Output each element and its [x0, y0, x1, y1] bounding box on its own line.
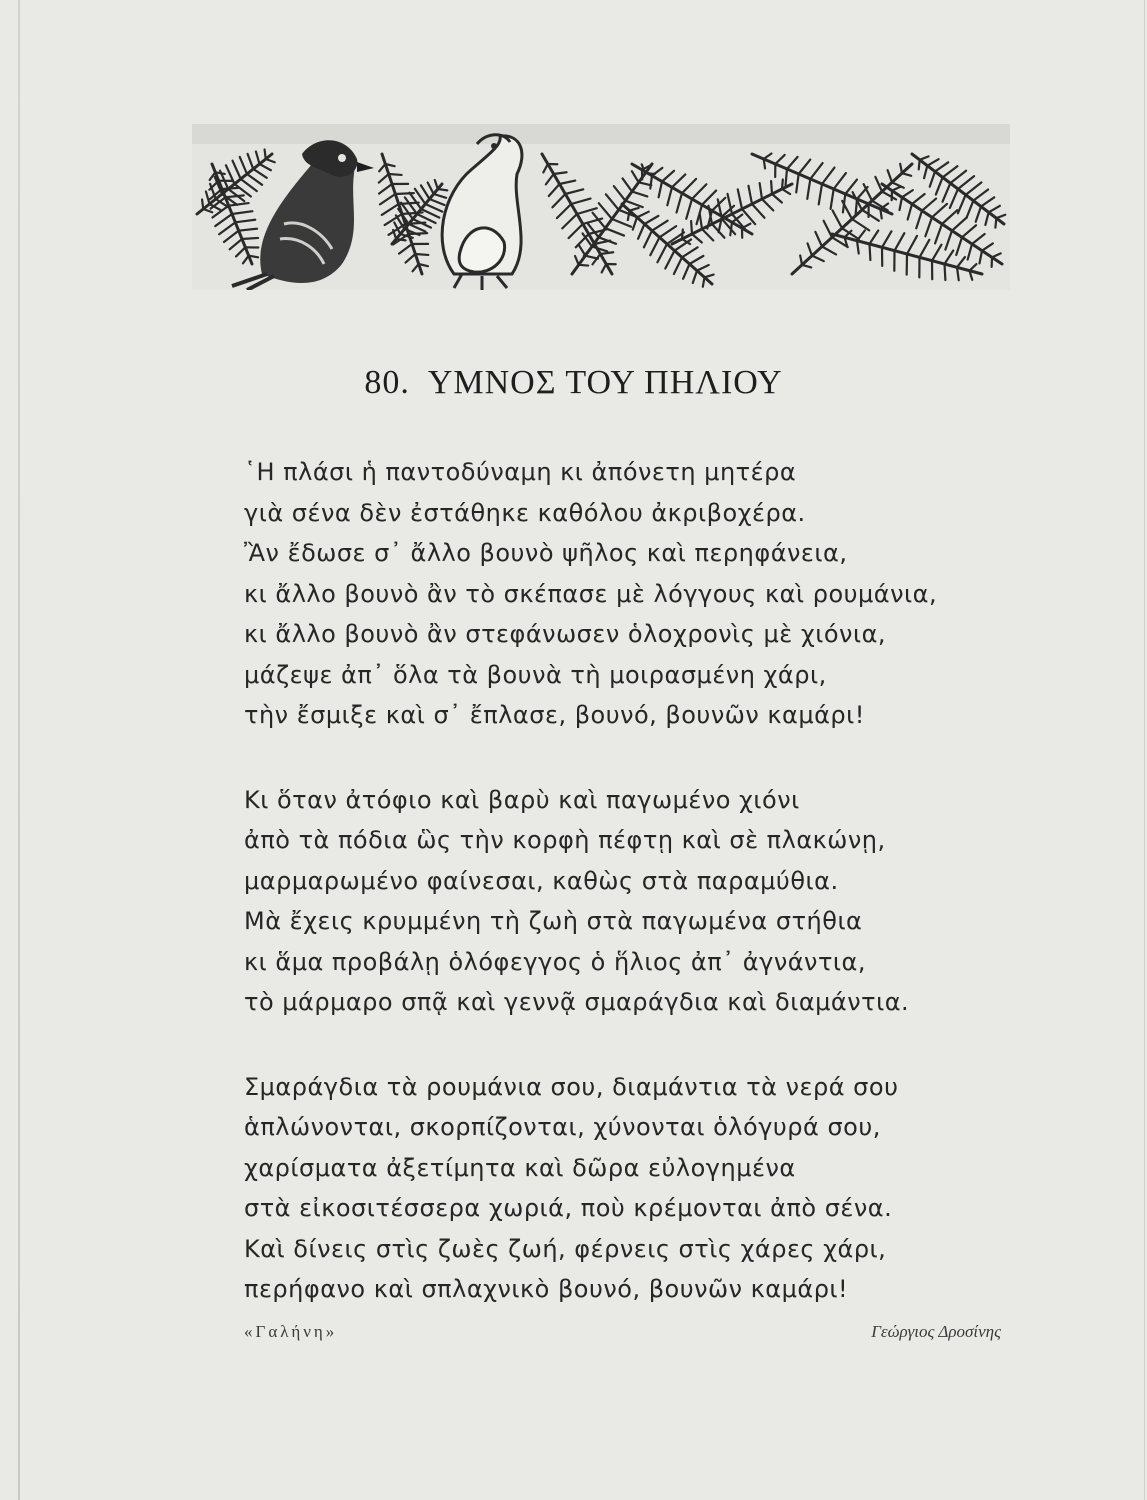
- poem-body: [244, 452, 1044, 1354]
- verse-line: τὸ μάρμαρο σπᾷ καὶ γεννᾷ σμαράγδια καὶ διαμάντια.: [244, 988, 910, 1016]
- verse-line: μαρμαρωμένο φαίνεσαι, καθὼς στὰ παραμύθια.: [244, 866, 839, 895]
- stanza-2: [244, 780, 1044, 1023]
- verse-line: κι ἄλλο βουνὸ ἂν στεφάνωσεν ὁλοχρονὶς μὲ χιόνια,: [244, 620, 887, 648]
- poem-title-text: ΥΜΝΟΣ ΤΟΥ ΠΗΛΙΟΥ: [427, 364, 783, 401]
- verse-line: Ἂν ἔδωσε σ᾽ ἄλλο βουνὸ ψῆλος καὶ περηφάνεια,: [244, 539, 848, 567]
- verse-line: ῾Η πλάσι ἡ παντοδύναμη κι ἀπόνετη μητέρα: [244, 458, 797, 486]
- author-name: Γεώργιος Δροσίνης: [871, 1322, 1001, 1341]
- poem-title: [0, 364, 1147, 402]
- page-binding-edge: [18, 0, 20, 1500]
- verse-line: χαρίσματα ἀξετίμητα καὶ δῶρα εὐλογημένα: [244, 1153, 796, 1182]
- verse-line: Μὰ ἔχεις κρυμμένη τὴ ζωὴ στὰ παγωμένα στήθια: [244, 907, 863, 935]
- stanza-1: [244, 452, 1044, 736]
- woodcut-ornament-banner: [192, 124, 1010, 290]
- verse-line: Σμαράγδια τὰ ρουμάνια σου, διαμάντια τὰ νερά σου: [244, 1072, 899, 1101]
- verse-line: περήφανο καὶ σπλαχνικὸ βουνό, βουνῶν καμάρι!: [244, 1275, 849, 1303]
- verse-line: τὴν ἔσμιξε καὶ σ᾽ ἔπλασε, βουνό, βουνῶν καμάρι!: [244, 701, 865, 729]
- verse-line: κι ἅμα προβάλῃ ὁλόφεγγος ὁ ἥλιος ἀπ᾽ ἀγνάντια,: [244, 947, 866, 976]
- verse-line: Καὶ δίνεις στὶς ζωὲς ζωή, φέρνεις στὶς χάρες χάρι,: [244, 1234, 887, 1263]
- source-title: «Γαλήνη»: [244, 1322, 338, 1341]
- page-right-edge: [1144, 0, 1145, 1500]
- verse-line: Κι ὅταν ἀτόφιο καὶ βαρὺ καὶ παγωμένο χιόνι: [244, 785, 800, 814]
- poem-number: 80.: [364, 364, 410, 401]
- verse-line: γιὰ σένα δὲν ἐστάθηκε καθόλου ἀκριβοχέρα.: [244, 498, 806, 527]
- verse-line: κι ἄλλο βουνὸ ἂν τὸ σκέπασε μὲ λόγγους καὶ ρουμάνια,: [244, 579, 938, 608]
- verse-line: στὰ εἰκοσιτέσσερα χωριά, ποὺ κρέμονται ἀπὸ σένα.: [244, 1194, 893, 1222]
- stanza-3: [244, 1067, 1044, 1310]
- verse-line: μάζεψε ἀπ᾽ ὅλα τὰ βουνὰ τὴ μοιρασμένη χάρι,: [244, 660, 827, 689]
- verse-line: ἁπλώνονται, σκορπίζονται, χύνονται ὁλόγυρά σου,: [244, 1113, 881, 1141]
- verse-line: ἀπὸ τὰ πόδια ὣς τὴν κορφὴ πέφτῃ καὶ σὲ πλακώνῃ,: [244, 826, 886, 854]
